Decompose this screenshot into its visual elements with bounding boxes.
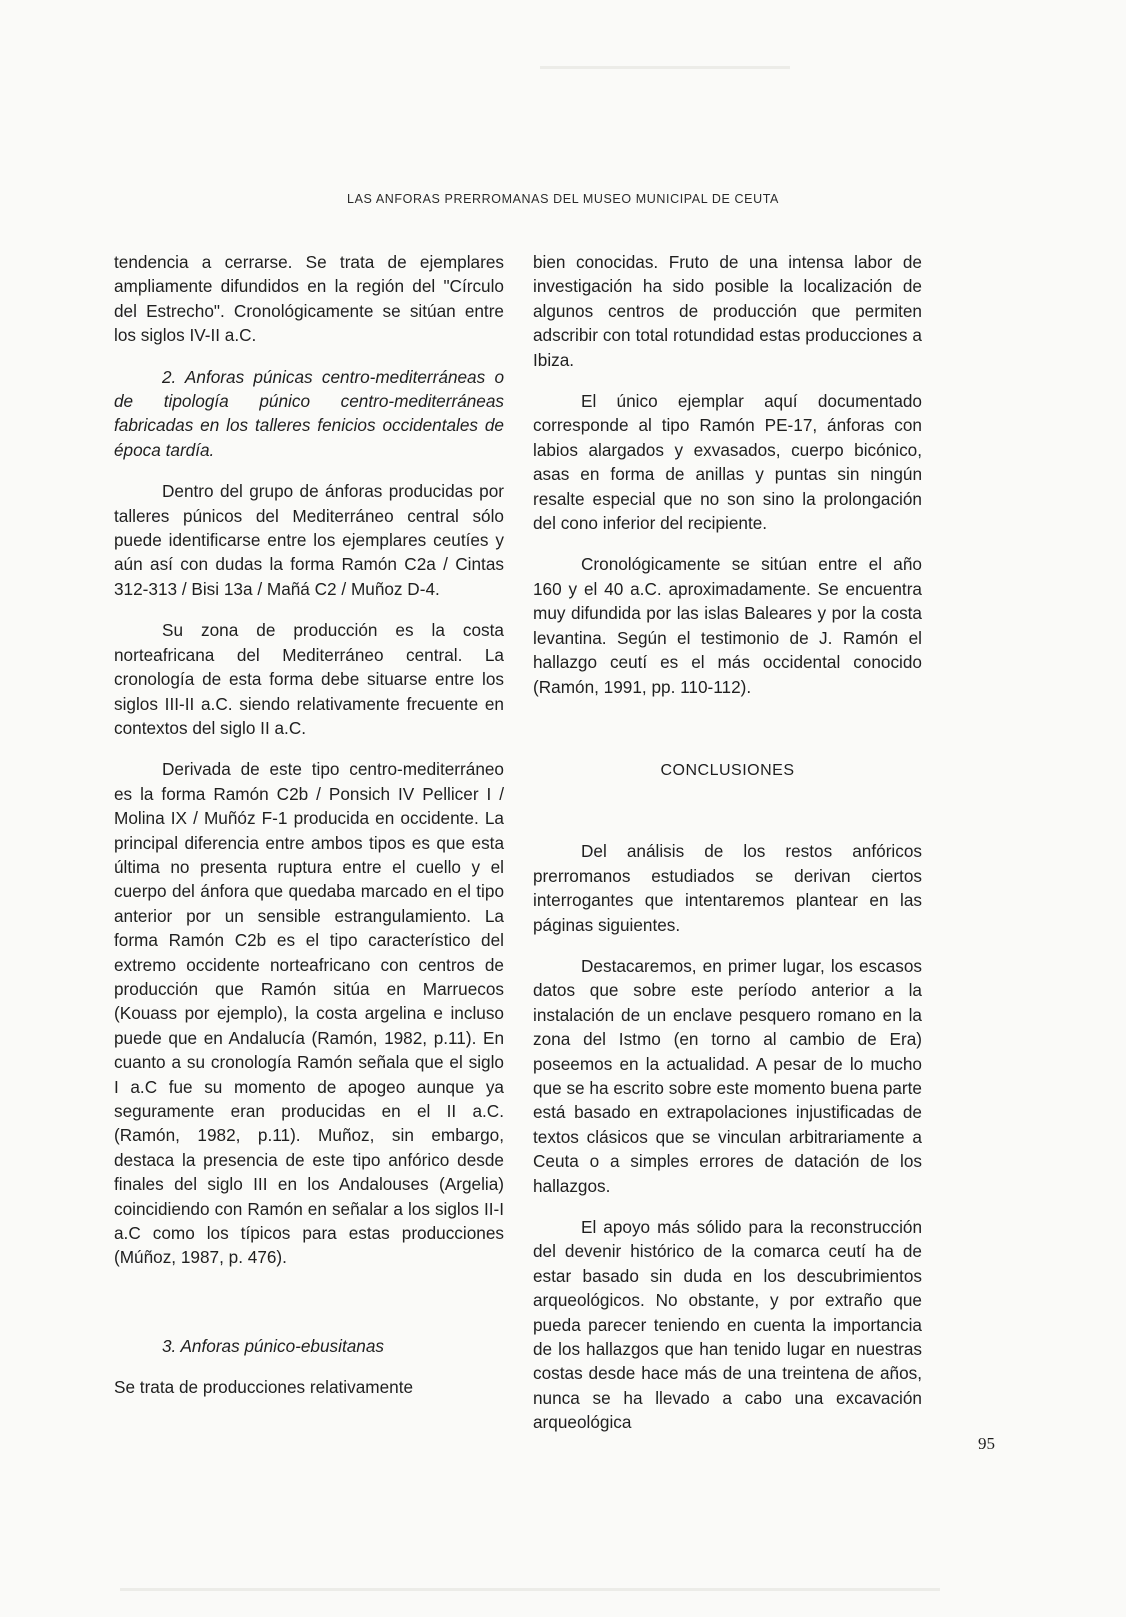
- scan-smudge: [540, 66, 790, 69]
- paragraph: El apoyo más sólido para la reconstrucción del devenir histórico de la comarca ceutí ha de estar basado sin duda en los descubrimientos arqueológicos. No obstante, y por extraño que pueda parecer teniendo en cuenta la importancia de los hallazgos que han tenido lugar en nuestras costas desde hace más de una treintena de años, nunca se ha llevado a cabo una excavación arqueológica: [533, 1217, 922, 1433]
- conclusions-heading: CONCLUSIONES: [660, 761, 795, 779]
- right-column: [533, 250, 922, 1452]
- paragraph: Derivada de este tipo centro-mediterráneo es la forma Ramón C2b / Ponsich IV Pellicer I / Molina IX / Muñóz F-1 producida en occidente. La principal diferencia entre ambos tipos es que esta última no presenta ruptura entre el cuello y el cuerpo del ánfora que quedaba marcado en el tipo anterior por un sensible estrangulamiento. La forma Ramón C2b es el tipo característico del extremo occidente norteafricano con centros de producción que Ramón sitúa en Marruecos (Kouass por ejemplo), la costa argelina e incluso puede que en Andalucía (Ramón, 1982, p.11). En cuanto a su cronología Ramón señala que el siglo I a.C fue su momento de apogeo aunque ya seguramente eran producidas en el II a.C. (Ramón, 1982, p.11). Muñoz, sin embargo, destaca la presencia de este tipo anfórico desde finales del siglo III en los Andalouses (Argelia) coincidiendo con Ramón en señalar a los siglos II-I a.C como los típicos para estas producciones (Múñoz, 1987, p. 476).: [114, 759, 504, 1268]
- running-header: LAS ANFORAS PRERROMANAS DEL MUSEO MUNICIPAL DE CEUTA: [347, 192, 779, 206]
- paragraph: Se trata de producciones relativamente: [114, 1377, 414, 1398]
- left-column: [114, 250, 504, 1417]
- paragraph: Su zona de producción es la costa norteafricana del Mediterráneo central. La cronología de esta forma debe situarse entre los siglos III-II a.C. siendo relativamente frecuente en contextos del siglo II a.C.: [114, 620, 504, 738]
- section-heading: 2. Anforas púnicas centro-mediterráneas o de tipología púnico centro-mediterráneas fabricadas en los talleres fenicios occidentales de época tardía.: [114, 366, 504, 460]
- scan-smudge: [120, 1588, 940, 1591]
- page-number: 95: [978, 1434, 995, 1453]
- paragraph: Dentro del grupo de ánforas producidas por talleres púnicos del Mediterráneo central sólo puede identificarse entre los ejemplares ceutíes y aún así con dudas la forma Ramón C2a / Cintas 312-313 / Bisi 13a / Mañá C2 / Muñoz D-4.: [114, 481, 504, 599]
- paragraph: Cronológicamente se sitúan entre el año 160 y el 40 a.C. aproximadamente. Se encuentra muy difundida por las islas Baleares y por la costa levantina. Según el testimonio de J. Ramón el hallazgo ceutí es el más occidental conocido (Ramón, 1991, pp. 110-112).: [533, 554, 922, 697]
- section-heading: 3. Anforas púnico-ebusitanas: [162, 1335, 384, 1356]
- paragraph: El único ejemplar aquí documentado corresponde al tipo Ramón PE-17, ánforas con labios alargados y exvasados, cuerpo bicónico, asas en forma de anillas y puntas sin ningún resalte especial que no son sino la prolongación del cono inferior del recipiente.: [533, 391, 922, 534]
- paragraph: Destacaremos, en primer lugar, los escasos datos que sobre este período anterior a la instalación de un enclave pesquero romano en la zona del Istmo (en torno al cambio de Era) poseemos en la actualidad. A pesar de lo mucho que se ha escrito sobre este momento buena parte está basado en extrapolaciones injustificadas de textos clásicos que se vinculan arbitrariamente a Ceuta o a simples errores de datación de los hallazgos.: [533, 955, 922, 1196]
- paragraph: tendencia a cerrarse. Se trata de ejemplares ampliamente difundidos en la región del "Círculo del Estrecho". Cronológicamente se sitúan entre los siglos IV-II a.C.: [114, 252, 504, 346]
- paragraph: bien conocidas. Fruto de una intensa labor de investigación ha sido posible la localización de algunos centros de producción que permiten adscribir con total rotundidad estas producciones a Ibiza.: [533, 252, 922, 370]
- paragraph: Del análisis de los restos anfóricos prerromanos estudiados se derivan ciertos interrogantes que intentaremos plantear en las páginas siguientes.: [533, 841, 922, 935]
